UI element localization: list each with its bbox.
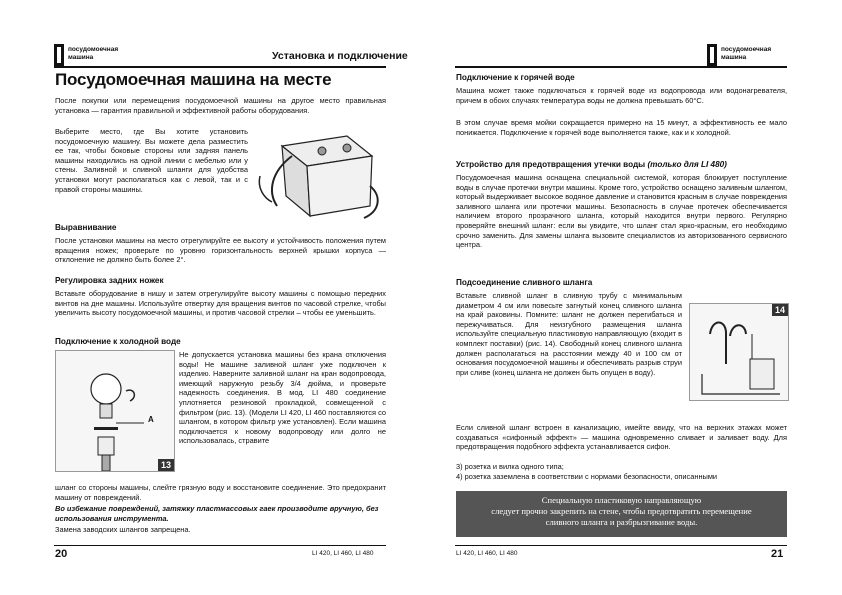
cold-water-text: Не допускается установка машины без крана отключения воды! Не машине заливной шланг уже подключен к изделию. Наверните заливной шланг на кран водопровода, имеющий наружную резьбу 3/4 дюйма, и проверьте надежность соединения. В мод. LI 480 соединение уплотняется резиновой прокладкой, совмещенной с фильтром (рис. 13). (Модели LI 420, LI 460 поставляются со шлангом, в котором фильтр уже установлен). Если машина подключается к новому водопроводу или долго не использовалась, стравите — [179, 350, 386, 446]
brand-line-2: машина — [721, 53, 747, 61]
leveling-heading: Выравнивание — [55, 223, 117, 232]
cold-water-continued: шланг со стороны машины, слейте грязную воду и восстановите соединение. Это предохранит машину от повреждений. — [55, 483, 386, 502]
brand-label — [68, 46, 118, 61]
info-box-line-3: сливного шланга и разбрызгивание воды. — [545, 517, 698, 527]
leveling-text: После установки машины на место отрегулируйте ее высоту и устойчивость положения путем вращения ножек; проверьте по уровню горизонтальность верхней крышки корпуса — отклонение не должно быть более 2°. — [55, 236, 386, 265]
info-box — [456, 491, 787, 537]
leak-text: Посудомоечная машина оснащена специальной системой, которая блокирует поступление воды в случае протечки внутри машины. Кроме того, устройство оснащено заливным шлангом, который выдерживает высокое водяное давление и становится красным в случае повреждения заливного шланга или протечки машины. Безопасность в случае протечек обеспечивается наличием второго прозрачного шланга, который находится внутри первого. Регулярно проверяйте внешний шланг: если вы увидите, что шланг стал ярко-красным, его необходимо срочно заменить. Для замены шланга вызовите специалистов из авторизованного сервисного центра. — [456, 173, 787, 250]
brand-line-1: посудомоечная — [721, 46, 772, 53]
brand-mark-icon — [707, 44, 717, 66]
list-item: 3) розетка и вилка одного типа; — [456, 462, 564, 471]
leak-heading-note: (только для LI 480) — [647, 160, 727, 169]
dishwasher-illustration — [252, 126, 386, 222]
brand-mark-icon — [54, 44, 64, 66]
brand-label — [721, 46, 771, 61]
tap-connection-illustration — [56, 351, 174, 471]
warning-text: Во избежание повреждений, затяжку пластмассовых гаек производите вручную, без использования инструмента. — [55, 504, 379, 523]
footer-rule — [54, 545, 386, 546]
rear-feet-heading: Регулировка задних ножек — [55, 276, 164, 285]
page-number-left: 20 — [55, 548, 68, 560]
drain-hose-illustration — [690, 304, 788, 400]
replace-text: Замена заводских шлангов запрещена. — [55, 525, 191, 534]
cold-water-heading: Подключение к холодной воде — [55, 337, 181, 346]
leak-heading-text: Устройство для предотвращения утечки воды — [456, 160, 646, 169]
header-rule — [455, 66, 787, 68]
list-item-text: розетка и вилка одного типа; — [464, 462, 564, 471]
placement-text: Выберите место, где Вы хотите установить посудомоечную машину. Вы можете дела разместить ее так, чтобы боковые стороны или задняя панель машины находились на одной линии с мебелью или у стены. Заливной и сливной шланги для удобства установки могут располагаться как с левой, так и с правой стороны машины. — [55, 127, 248, 194]
hot-water-heading: Подключение к горячей воде — [456, 73, 575, 82]
rear-feet-text: Вставьте оборудование в нишу и затем отрегулируйте высоту машины с помощью передних винтов на дне машины. Используйте отвертку для вращения винтов по часовой стрелке, чтобы увеличить высоту посудомоечной машины, и против часовой стрелки – чтобы ее уменьшить. — [55, 289, 386, 318]
right-page — [421, 0, 842, 595]
page-title: Посудомоечная машина на месте — [55, 70, 332, 89]
brand-line-1: посудомоечная — [68, 46, 119, 53]
figure-13 — [55, 350, 175, 472]
figure-13-arrow-label: A — [148, 415, 154, 424]
footer-rule — [455, 545, 787, 546]
header-rule — [54, 66, 386, 68]
sewer-text: Если сливной шланг встроен в канализацию, имейте ввиду, что на верхних этажах может создаваться «сифонный эффект» — машина одновременно сливает и заливает воду. Для предотвращения подобного эффекта устанавливается сифон. — [456, 423, 787, 452]
figure-14 — [689, 303, 789, 401]
models-right: LI 420, LI 460, LI 480 — [456, 550, 518, 557]
info-box-line-1: Специальную пластиковую направляющую — [541, 495, 702, 505]
leak-heading — [456, 160, 727, 169]
list-item: 4) розетка заземлена в соответствии с нормами безопасности, описанными — [456, 471, 718, 481]
drain-heading: Подсоединение сливного шланга — [456, 278, 593, 287]
list-item-text: розетка заземлена в соответствии с нормами безопасности, описанными — [464, 471, 718, 481]
hot-water-text-2: В этом случае время мойки сокращается примерно на 15 минут, а эффективность ее мало понижается. Подключение к горячей воде выполняется также, как и к холодной. — [456, 118, 787, 137]
section-header: Установка и подключение — [272, 50, 408, 62]
figure-14-number: 14 — [772, 304, 788, 316]
figure-13-number: 13 — [158, 459, 174, 471]
info-box-line-2: следует прочно закрепить на стене, чтобы предотвратить перемещение — [491, 506, 752, 516]
requirements-list — [456, 462, 787, 481]
intro-text: После покупки или перемещения посудомоечной машины на другое место правильная установка — гарантия правильной и эффективной работы оборудования. — [55, 96, 386, 115]
models-left: LI 420, LI 460, LI 480 — [312, 550, 374, 557]
hot-water-text: Машина может также подключаться к горячей воде из водопровода или водонагревателя, причем в обоих случаях температура воды не должна превышать 60°С. — [456, 86, 787, 105]
brand-line-2: машина — [68, 53, 94, 61]
page-number-right: 21 — [771, 548, 784, 560]
drain-text: Вставьте сливной шланг в сливную трубу с минимальным диаметром 4 см или повесьте загнутый конец сливного шланга на край раковины. Помните: шланг не должен перегибаться и пережучиваться. Для неизгубного размещения шланга используйте специальную пластиковую направляющую (входит в комплект поставки) (рис. 14). Свободный конец сливного шланга должен располагаться на расстоянии между 40 и 100 см от основания посудомоечной машины и обеспечивать разрыв струи при сливе (конец шланга не должен быть опущен в воду). — [456, 291, 682, 377]
